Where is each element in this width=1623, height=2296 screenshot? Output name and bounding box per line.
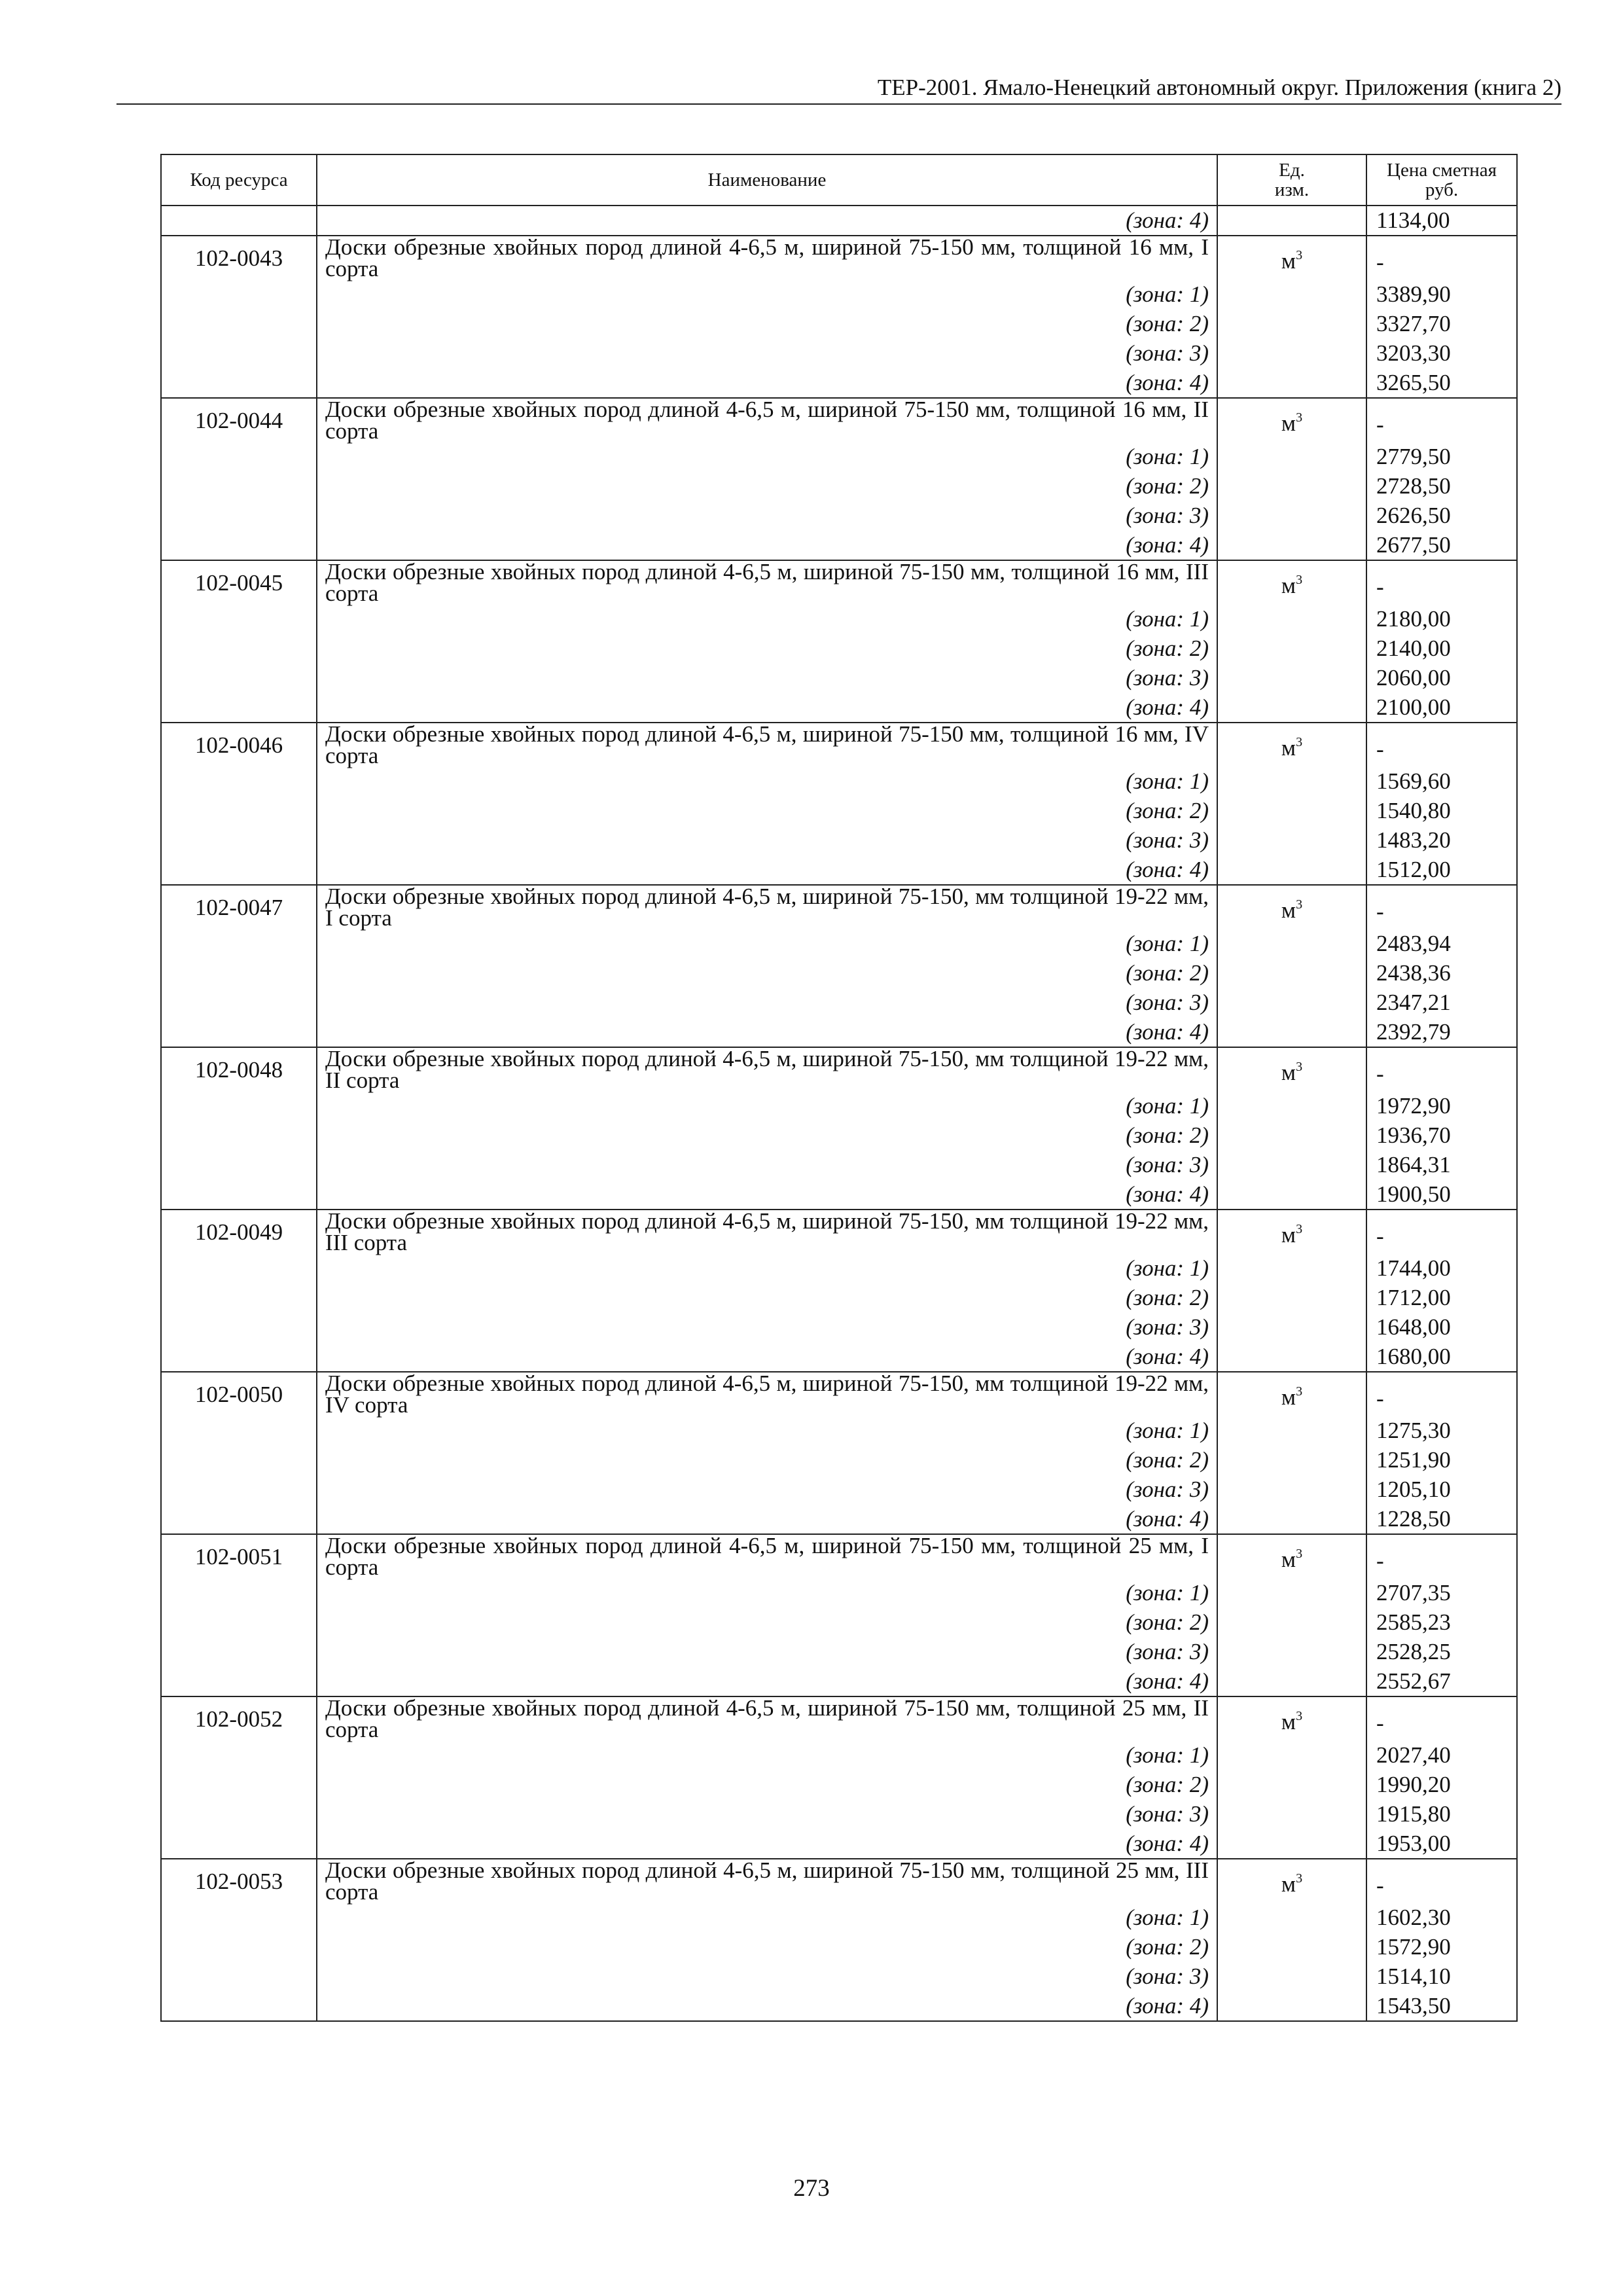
price-cell	[1366, 1859, 1517, 2021]
price-cell	[1366, 1210, 1517, 1372]
zone-price: 1712,00	[1376, 1285, 1451, 1310]
page-header	[116, 72, 1561, 105]
resource-name: Доски обрезные хвойных пород длиной 4-6,5 м, шириной 75-150 мм, толщиной 16 мм, III сорта	[325, 559, 1209, 606]
resource-code: 102-0046	[194, 732, 283, 758]
zone-label: (зона: 2)	[1126, 1447, 1209, 1473]
price-cell	[1366, 885, 1517, 1047]
unit-label: м	[1281, 1060, 1296, 1085]
resource-code: 102-0044	[194, 408, 283, 433]
zone-label: (зона: 1)	[1126, 768, 1209, 794]
zone-label: (зона: 3)	[1126, 340, 1209, 366]
resource-name-cell	[317, 1210, 1217, 1372]
zone-price: 2585,23	[1376, 1609, 1451, 1635]
zone-label: (зона: 3)	[1126, 1477, 1209, 1502]
zone-price: 1514,10	[1376, 1964, 1451, 1989]
zone-price: 1972,90	[1376, 1093, 1451, 1119]
unit-cell	[1217, 398, 1366, 560]
unit-exponent: 3	[1296, 1709, 1303, 1723]
resource-name: Доски обрезные хвойных пород длиной 4-6,5 м, шириной 75-150, мм толщиной 19-22 мм, I сорта	[325, 884, 1209, 931]
resource-code: 102-0049	[194, 1219, 283, 1245]
table-row	[161, 723, 1517, 885]
zone-label: (зона: 3)	[1126, 1314, 1209, 1340]
base-price: -	[1376, 899, 1384, 924]
zone-label: (зона: 3)	[1126, 1964, 1209, 1989]
page-number: 273	[793, 2175, 830, 2202]
unit-exponent: 3	[1296, 1871, 1303, 1886]
zone-label: (зона: 2)	[1126, 473, 1209, 499]
base-price: -	[1376, 249, 1384, 275]
zone-label: (зона: 2)	[1126, 1609, 1209, 1635]
price-table	[160, 154, 1518, 2022]
resource-code-cell	[161, 1047, 317, 1210]
continuation-unit-cell	[1217, 206, 1366, 236]
unit-cell	[1217, 885, 1366, 1047]
zone-price: 1483,20	[1376, 827, 1451, 853]
unit-label: м	[1281, 410, 1296, 436]
resource-name: Доски обрезные хвойных пород длиной 4-6,5 м, шириной 75-150 мм, толщиной 25 мм, III сорта	[325, 1857, 1209, 1905]
zone-label: (зона: 2)	[1126, 1772, 1209, 1797]
continuation-code-cell	[161, 206, 317, 236]
unit-label: м	[1281, 248, 1296, 274]
zone-label: (зона: 3)	[1126, 665, 1209, 691]
zone-label: (зона: 3)	[1126, 1801, 1209, 1827]
zone-price: 3265,50	[1376, 370, 1451, 395]
zone-price: 1936,70	[1376, 1122, 1451, 1148]
resource-name-cell	[317, 236, 1217, 398]
continuation-row	[161, 206, 1517, 236]
price-cell	[1366, 1372, 1517, 1534]
unit-exponent: 3	[1296, 410, 1303, 425]
resource-name: Доски обрезные хвойных пород длиной 4-6,5 м, шириной 75-150, мм толщиной 19-22 мм, IV сорта	[325, 1371, 1209, 1418]
zone-price: 2438,36	[1376, 960, 1451, 986]
zone-price: 2060,00	[1376, 665, 1451, 691]
table-row	[161, 1696, 1517, 1859]
base-price: -	[1376, 1873, 1384, 1898]
resource-code-cell	[161, 1534, 317, 1696]
zone-label: (зона: 2)	[1126, 960, 1209, 986]
zone-price: 1228,50	[1376, 1506, 1451, 1532]
zone-label: (зона: 3)	[1126, 1152, 1209, 1177]
zone-label: (зона: 1)	[1126, 1093, 1209, 1119]
unit-label: м	[1281, 897, 1296, 923]
table-row	[161, 1859, 1517, 2021]
zone-label: (зона: 2)	[1126, 1934, 1209, 1960]
resource-name-cell	[317, 723, 1217, 885]
price-cell	[1366, 1534, 1517, 1696]
continuation-price-cell	[1366, 206, 1517, 236]
table-row	[161, 398, 1517, 560]
zone-price: 2027,40	[1376, 1742, 1451, 1768]
zone-price: 2100,00	[1376, 694, 1451, 720]
base-price: -	[1376, 1061, 1384, 1086]
zone-label: (зона: 1)	[1126, 1255, 1209, 1281]
zone-label: (зона: 1)	[1126, 1742, 1209, 1768]
zone-label: (зона: 1)	[1126, 1418, 1209, 1443]
resource-code-cell	[161, 1372, 317, 1534]
zone-label: (зона: 4)	[1126, 532, 1209, 558]
zone-label: (зона: 4)	[1126, 1506, 1209, 1532]
unit-label: м	[1281, 1222, 1296, 1247]
table-row	[161, 1372, 1517, 1534]
unit-cell	[1217, 1859, 1366, 2021]
zone-label: (зона: 3)	[1126, 503, 1209, 528]
resource-code-cell	[161, 1859, 317, 2021]
resource-name: Доски обрезные хвойных пород длиной 4-6,5 м, шириной 75-150 мм, толщиной 16 мм, I сорта	[325, 234, 1209, 281]
zone-label: (зона: 4)	[1126, 1019, 1209, 1045]
base-price: -	[1376, 1710, 1384, 1736]
zone-label: (зона: 1)	[1126, 1905, 1209, 1930]
zone-label: (зона: 4)	[1126, 370, 1209, 395]
price-cell	[1366, 1696, 1517, 1859]
unit-label: м	[1281, 1547, 1296, 1572]
unit-label: м	[1281, 573, 1296, 598]
zone-price: 1569,60	[1376, 768, 1451, 794]
zone-price: 1572,90	[1376, 1934, 1451, 1960]
unit-cell	[1217, 1696, 1366, 1859]
resource-name-cell	[317, 885, 1217, 1047]
unit-cell	[1217, 236, 1366, 398]
table-row	[161, 236, 1517, 398]
zone-price: 1540,80	[1376, 798, 1451, 823]
unit-exponent: 3	[1296, 735, 1303, 749]
price-cell	[1366, 560, 1517, 723]
zone-price: 1990,20	[1376, 1772, 1451, 1797]
resource-name-cell	[317, 560, 1217, 723]
table-row	[161, 560, 1517, 723]
unit-exponent: 3	[1296, 573, 1303, 587]
zone-price: 1648,00	[1376, 1314, 1451, 1340]
unit-cell	[1217, 1047, 1366, 1210]
zone-price: 1915,80	[1376, 1801, 1451, 1827]
zone-label: (зона: 3)	[1126, 1639, 1209, 1664]
continuation-name-cell	[317, 206, 1217, 236]
base-price: -	[1376, 1386, 1384, 1411]
resource-code-cell	[161, 723, 317, 885]
zone-price: 3389,90	[1376, 281, 1451, 307]
resource-name: Доски обрезные хвойных пород длиной 4-6,5 м, шириной 75-150 мм, толщиной 16 мм, IV сорта	[325, 721, 1209, 768]
zone-label: (зона: 4)	[1126, 1181, 1209, 1207]
unit-cell	[1217, 560, 1366, 723]
zone-label: (зона: 2)	[1126, 636, 1209, 661]
zone-label: (зона: 3)	[1126, 827, 1209, 853]
zone-price: 3327,70	[1376, 311, 1451, 336]
resource-name: Доски обрезные хвойных пород длиной 4-6,5 м, шириной 75-150, мм толщиной 19-22 мм, III сорта	[325, 1208, 1209, 1255]
resource-code-cell	[161, 1696, 317, 1859]
unit-label: м	[1281, 735, 1296, 761]
resource-name-cell	[317, 1047, 1217, 1210]
resource-name-cell	[317, 1372, 1217, 1534]
base-price: -	[1376, 1548, 1384, 1573]
unit-label: м	[1281, 1384, 1296, 1410]
unit-exponent: 3	[1296, 1547, 1303, 1561]
zone-price: 1512,00	[1376, 857, 1451, 882]
table-row	[161, 885, 1517, 1047]
table-row	[161, 1534, 1517, 1696]
zone-label: (зона: 1)	[1126, 281, 1209, 307]
base-price: -	[1376, 1223, 1384, 1249]
zone-label: (зона: 4)	[1126, 857, 1209, 882]
resource-code: 102-0051	[194, 1544, 283, 1570]
base-price: -	[1376, 736, 1384, 762]
zone-price: 2552,67	[1376, 1668, 1451, 1694]
resource-name: Доски обрезные хвойных пород длиной 4-6,5 м, шириной 75-150 мм, толщиной 16 мм, II сорта	[325, 397, 1209, 444]
zone-price: 2528,25	[1376, 1639, 1451, 1664]
unit-exponent: 3	[1296, 897, 1303, 912]
resource-code-cell	[161, 236, 317, 398]
resource-code: 102-0045	[194, 570, 283, 596]
column-header-unit: Ед. изм.	[1217, 154, 1366, 206]
zone-price: 3203,30	[1376, 340, 1451, 366]
unit-cell	[1217, 1210, 1366, 1372]
zone-price: 1953,00	[1376, 1831, 1451, 1856]
unit-label: м	[1281, 1871, 1296, 1897]
resource-code: 102-0047	[194, 895, 283, 920]
resource-name-cell	[317, 398, 1217, 560]
unit-exponent: 3	[1296, 1222, 1303, 1236]
zone-label: (зона: 2)	[1126, 798, 1209, 823]
resource-code: 102-0050	[194, 1382, 283, 1407]
zone-label: (зона: 2)	[1126, 311, 1209, 336]
price-cell	[1366, 723, 1517, 885]
resource-code: 102-0043	[194, 245, 283, 271]
base-price: -	[1376, 574, 1384, 600]
zone-price: 2392,79	[1376, 1019, 1451, 1045]
zone-label: (зона: 1)	[1126, 606, 1209, 632]
zone-price: 2140,00	[1376, 636, 1451, 661]
column-header-price: Цена сметная руб.	[1366, 154, 1517, 206]
resource-name-cell	[317, 1859, 1217, 2021]
resource-name: Доски обрезные хвойных пород длиной 4-6,5 м, шириной 75-150 мм, толщиной 25 мм, II сорта	[325, 1695, 1209, 1742]
zone-price: 2483,94	[1376, 931, 1451, 956]
header-title: ТЕР-2001. Ямало-Ненецкий автономный округ. Приложения (книга 2)	[877, 75, 1561, 100]
zone-price: 1251,90	[1376, 1447, 1451, 1473]
price-cell	[1366, 236, 1517, 398]
unit-exponent: 3	[1296, 1384, 1303, 1399]
unit-cell	[1217, 1372, 1366, 1534]
zone-label: (зона: 4)	[1126, 1993, 1209, 2018]
resource-code-cell	[161, 398, 317, 560]
column-header-code: Код ресурса	[161, 154, 317, 206]
zone-price: 1205,10	[1376, 1477, 1451, 1502]
zone-price: 2779,50	[1376, 444, 1451, 469]
zone-price: 1744,00	[1376, 1255, 1451, 1281]
resource-name-cell	[317, 1534, 1217, 1696]
zone-price: 2728,50	[1376, 473, 1451, 499]
zone-label: (зона: 4)	[1126, 694, 1209, 720]
resource-code: 102-0052	[194, 1706, 283, 1732]
table-header-row	[161, 154, 1517, 206]
resource-code: 102-0053	[194, 1869, 283, 1894]
zone-label: (зона: 4)	[1126, 1344, 1209, 1369]
zone-label: (зона: 2)	[1126, 1285, 1209, 1310]
zone-label: (зона: 3)	[1126, 990, 1209, 1015]
price-cell	[1366, 398, 1517, 560]
zone-price: 1275,30	[1376, 1418, 1451, 1443]
zone-label: (зона: 1)	[1126, 931, 1209, 956]
base-price: -	[1376, 412, 1384, 437]
zone-price: 2677,50	[1376, 532, 1451, 558]
unit-exponent: 3	[1296, 248, 1303, 262]
zone-price: 2707,35	[1376, 1580, 1451, 1605]
unit-cell	[1217, 1534, 1366, 1696]
zone-price: 1680,00	[1376, 1344, 1451, 1369]
zone-label: (зона: 1)	[1126, 444, 1209, 469]
resource-name: Доски обрезные хвойных пород длиной 4-6,5 м, шириной 75-150 мм, толщиной 25 мм, I сорта	[325, 1533, 1209, 1580]
table-row	[161, 1047, 1517, 1210]
zone-label: (зона: 4)	[1126, 1668, 1209, 1694]
column-header-name: Наименование	[317, 154, 1217, 206]
zone-label: (зона: 4)	[1126, 207, 1209, 233]
unit-label: м	[1281, 1709, 1296, 1734]
zone-label: (зона: 4)	[1126, 1831, 1209, 1856]
zone-label: (зона: 2)	[1126, 1122, 1209, 1148]
resource-code: 102-0048	[194, 1057, 283, 1083]
resource-code-cell	[161, 560, 317, 723]
zone-price: 1864,31	[1376, 1152, 1451, 1177]
zone-price: 2180,00	[1376, 606, 1451, 632]
resource-name: Доски обрезные хвойных пород длиной 4-6,5 м, шириной 75-150, мм толщиной 19-22 мм, II сорта	[325, 1046, 1209, 1093]
zone-price: 1900,50	[1376, 1181, 1451, 1207]
zone-price: 1134,00	[1376, 207, 1450, 233]
unit-cell	[1217, 723, 1366, 885]
zone-price: 1543,50	[1376, 1993, 1451, 2018]
resource-code-cell	[161, 1210, 317, 1372]
unit-exponent: 3	[1296, 1060, 1303, 1074]
zone-price: 1602,30	[1376, 1905, 1451, 1930]
resource-name-cell	[317, 1696, 1217, 1859]
resource-code-cell	[161, 885, 317, 1047]
zone-label: (зона: 1)	[1126, 1580, 1209, 1605]
zone-price: 2347,21	[1376, 990, 1451, 1015]
table-row	[161, 1210, 1517, 1372]
zone-price: 2626,50	[1376, 503, 1451, 528]
price-cell	[1366, 1047, 1517, 1210]
